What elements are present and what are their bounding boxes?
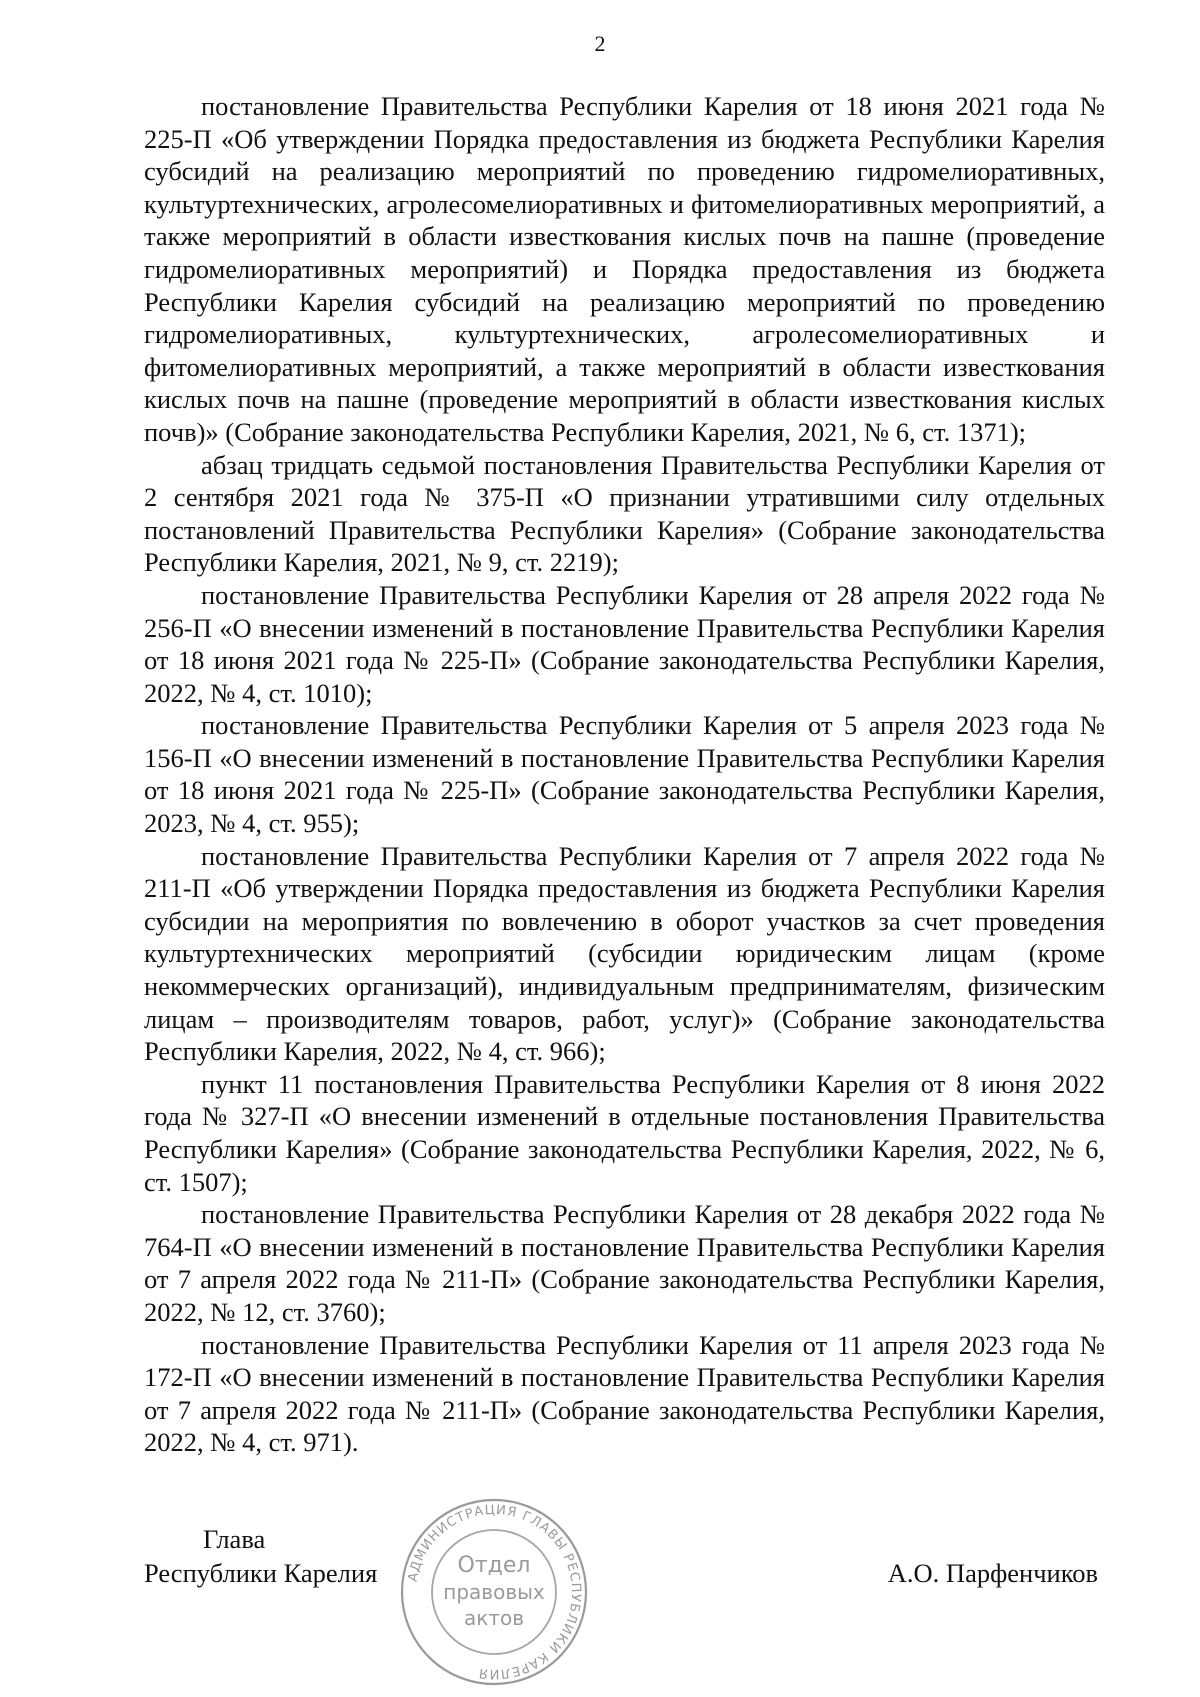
paragraph-6: пункт 11 постановления Правительства Республики Карелия от 8 июня 2022 года № 327-П «О внесении изменений в отдельные постановления Правительства Республики Карелия» (Собрание законодательства Республики Карелия, 2022, № 6, ст. 1507); (144, 1068, 1105, 1197)
paragraph-8: постановление Правительства Республики Карелия от 11 апреля 2023 года № 172-П «О внесении изменений в постановление Правительства Республики Карелия от 7 апреля 2022 года № 211-П» (Собрание законодательства Республики Карелия, 2022, № 4, ст. 971). (144, 1329, 1105, 1458)
signatory-organization: Республики Карелия (144, 1558, 378, 1588)
signatory-title: Глава (203, 1524, 266, 1554)
document-body (144, 90, 1105, 1459)
official-stamp (389, 1497, 599, 1687)
stamp-center-line-2: правовых (443, 1580, 545, 1604)
paragraph-7: постановление Правительства Республики Карелия от 28 декабря 2022 года № 764-П «О внесении изменений в постановление Правительства Республики Карелия от 7 апреля 2022 года № 211-П» (Собрание законодательства Республики Карелия, 2022, № 12, ст. 3760); (144, 1199, 1105, 1327)
signatory-name: А.О. Парфенчиков (887, 1558, 1098, 1588)
paragraph-3: постановление Правительства Республики Карелия от 28 апреля 2022 года № 256-П «О внесении изменений в постановление Правительства Республики Карелия от 18 июня 2021 года № 225-П» (Собрание законодательства Республики Карелия, 2022, № 4, ст. 1010); (144, 579, 1105, 708)
page-number: 2 (594, 31, 606, 56)
paragraph-2: абзац тридцать седьмой постановления Правительства Республики Карелия от 2 сентября 2021 года № 375-П «О признании утратившими силу отдельных постановлений Правительства Республики Карелия» (Собрание законодательства Республики Карелия, 2021, № 9, ст. 2219); (144, 449, 1105, 578)
stamp-center-line-3: актов (463, 1606, 525, 1630)
paragraph-1: постановление Правительства Республики Карелия от 18 июня 2021 года № 225-П «Об утверждении Порядка предоставления из бюджета Республики Карелия субсидий на реализацию мероприятий по проведению гидромелиоративных, культуртехнических, агролесомелиоративных и фитомелиоративных мероприятий, а также мероприятий в области известкования кислых почв на пашне (проведение гидромелиоративных мероприятий) и Порядка предоставления из бюджета Республики Карелия субсидий на реализацию мероприятий по проведению гидромелиоративных, культуртехнических, агролесомелиоративных и фитомелиоративных мероприятий, а также мероприятий в области известкования кислых почв на пашне (проведение мероприятий в области известкования кислых почв)» (Собрание законодательства Республики Карелия, 2021, № 6, ст. 1371); (144, 91, 1105, 447)
paragraph-5: постановление Правительства Республики Карелия от 7 апреля 2022 года № 211-П «Об утверждении Порядка предоставления из бюджета Республики Карелия субсидии на мероприятия по вовлечению в оборот участков за счет проведения культуртехнических мероприятий (субсидии юридическим лицам (кроме некоммерческих организаций), индивидуальным предпринимателям, физическим лицам – производителям товаров, работ, услуг)» (Собрание законодательства Республики Карелия, 2022, № 4, ст. 966); (144, 840, 1105, 1067)
stamp-center-line-1: Отдел (457, 1553, 531, 1578)
stamp-ring-text: АДМИНИСТРАЦИЯ ГЛАВЫ РЕСПУБЛИКИ КАРЕЛИЯ (405, 1502, 584, 1682)
paragraph-4: постановление Правительства Республики Карелия от 5 апреля 2023 года № 156-П «О внесении изменений в постановление Правительства Республики Карелия от 18 июня 2021 года № 225-П» (Собрание законодательства Республики Карелия, 2023, № 4, ст. 955); (144, 710, 1105, 839)
